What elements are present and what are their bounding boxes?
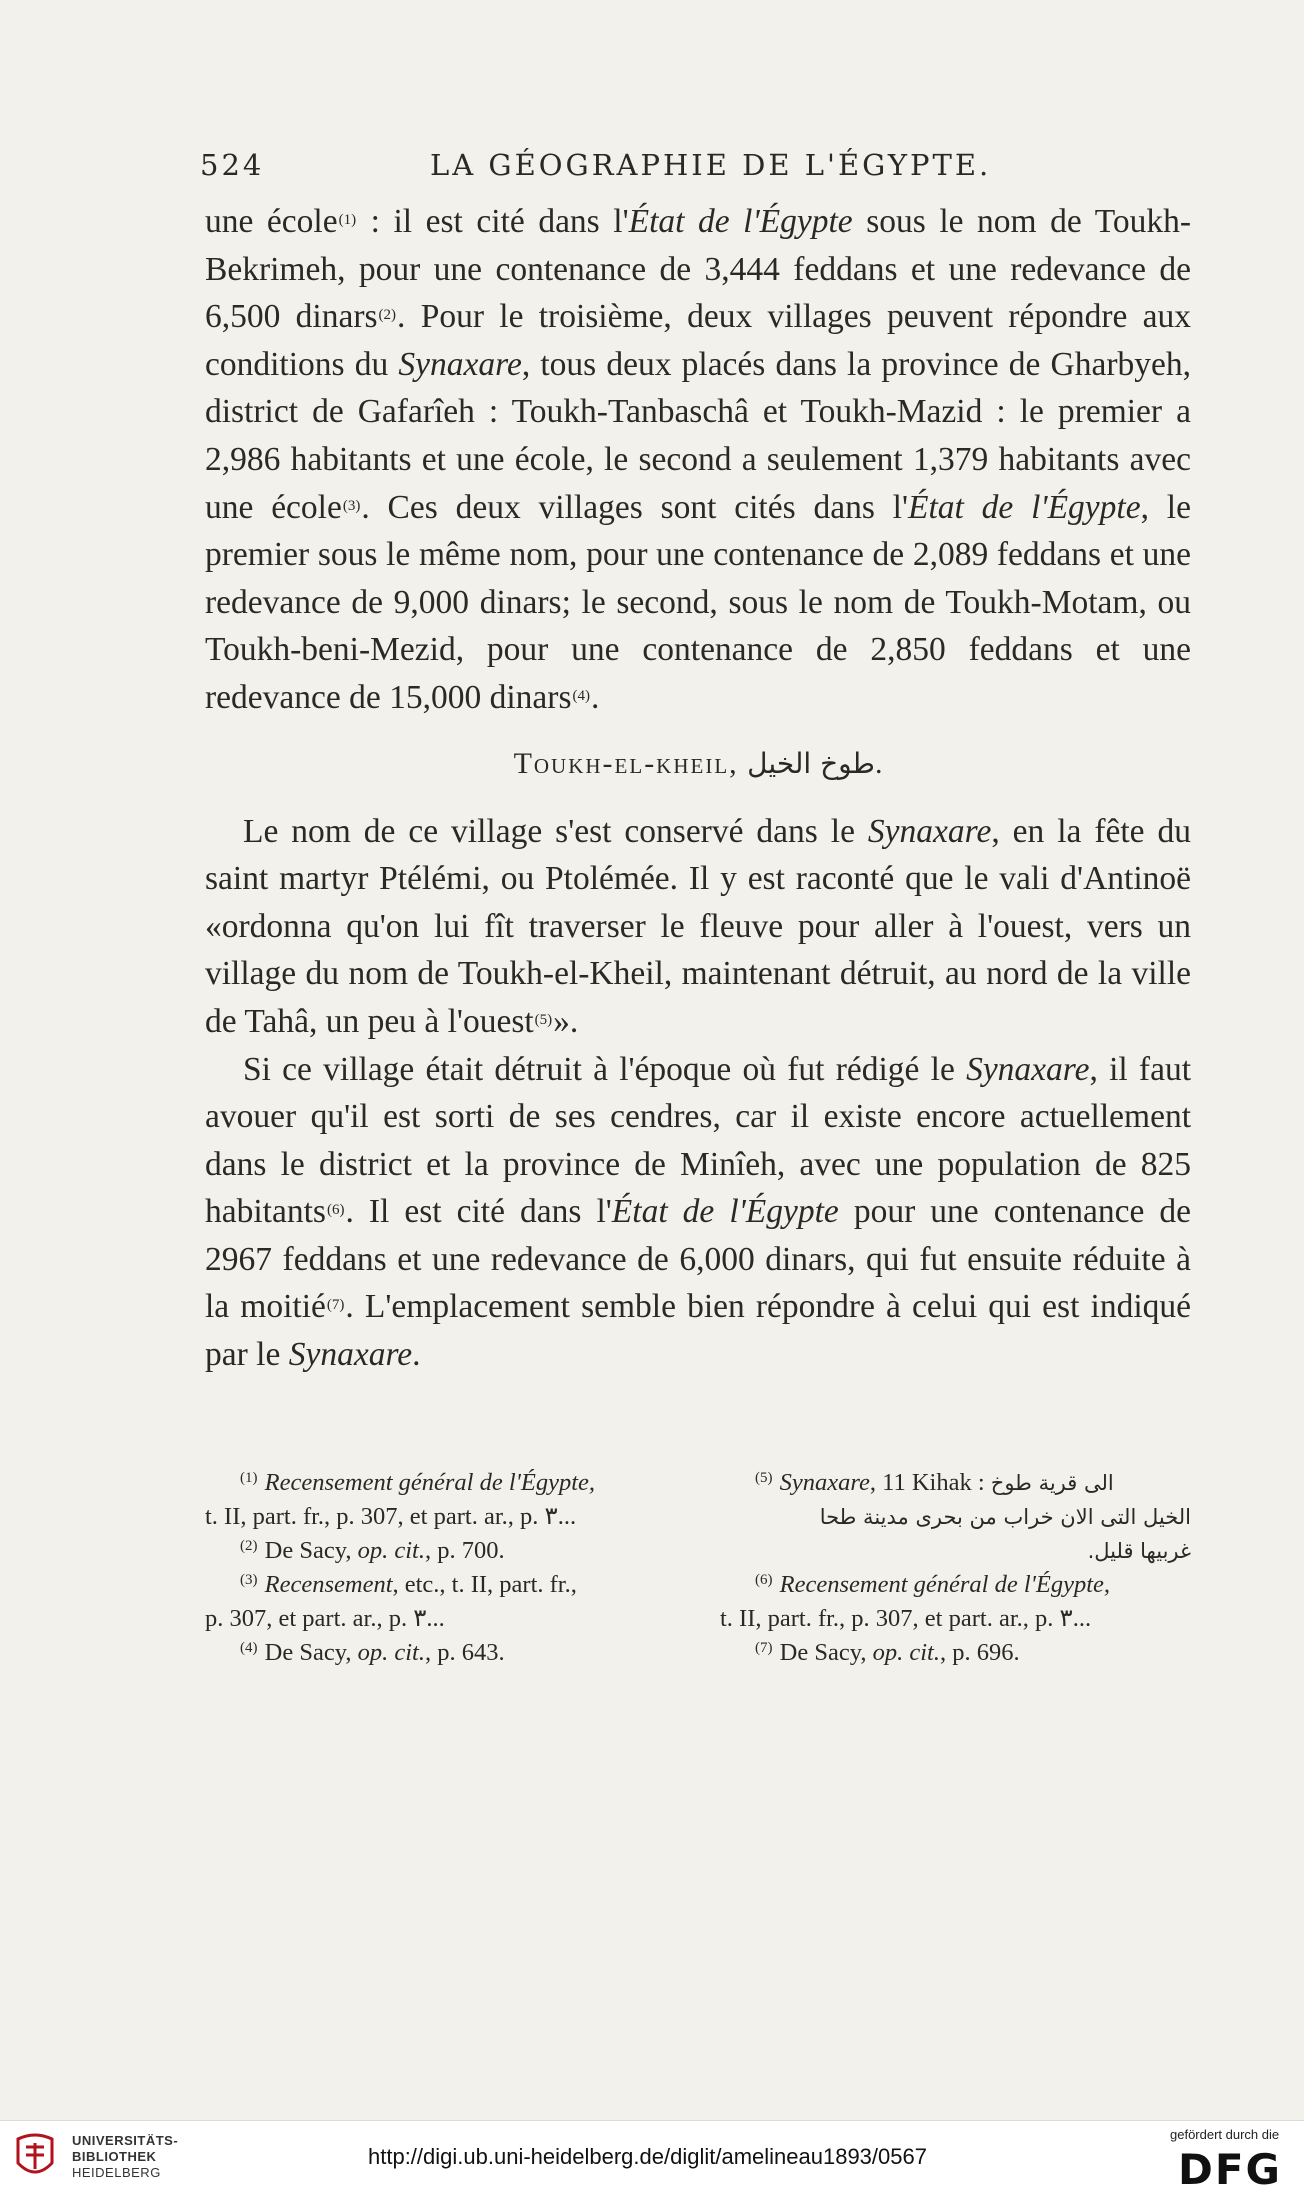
text-run: . bbox=[412, 1336, 421, 1374]
footnotes-left-column bbox=[205, 1466, 680, 1670]
institution-name bbox=[72, 2133, 178, 2181]
main-text bbox=[205, 198, 1191, 1379]
footnote-4 bbox=[205, 1636, 680, 1670]
footnote-3-continued: p. 307, et part. ar., p. ٣... bbox=[205, 1605, 445, 1632]
footnote-2 bbox=[205, 1534, 680, 1568]
text-run: . L'emplacement semble bien répondre à celui qui est indiqué par le bbox=[205, 1288, 1191, 1374]
footnote-1 bbox=[205, 1466, 680, 1500]
page-number: 524 bbox=[200, 148, 265, 182]
footnote-number: (5) bbox=[755, 1470, 773, 1486]
text-run: une école bbox=[205, 203, 338, 240]
italic-title: État de l'Égypte bbox=[628, 203, 853, 240]
institution-line: BIBLIOTHEK bbox=[72, 2149, 157, 2164]
paragraph-1 bbox=[205, 198, 1191, 722]
footnote-ref-6: (6) bbox=[326, 1202, 345, 1219]
text-run: , p. 643. bbox=[424, 1639, 505, 1666]
italic-title: Synaxare bbox=[867, 812, 992, 850]
dfg-logo: DFG bbox=[1178, 2145, 1283, 2194]
footnote-number: (4) bbox=[240, 1640, 258, 1656]
footnote-number: (2) bbox=[240, 1538, 258, 1554]
text-run: . Il est cité dans l' bbox=[345, 1193, 612, 1231]
footnote-5 bbox=[720, 1466, 1191, 1500]
italic-title: Recensement général de l'Égypte, bbox=[264, 1469, 596, 1496]
text-run: , etc., t. II, part. fr., bbox=[392, 1571, 577, 1598]
permalink-url[interactable]: http://digi.ub.uni-heidelberg.de/diglit/amelineau1893/0567 bbox=[368, 2144, 927, 2169]
text-run: De Sacy, bbox=[264, 1639, 358, 1666]
text-run: pour une contenance de 2967 feddans et une redevance de 6,000 dinars, qui fut ensuite réduite à la moitié bbox=[205, 1193, 1192, 1326]
footnote-1-continued: t. II, part. fr., p. 307, et part. ar., p. ٣... bbox=[205, 1503, 577, 1530]
paragraph-3 bbox=[205, 1046, 1191, 1379]
text-run: , en la fête du saint martyr Ptélémi, ou Ptolémée. Il y est raconté que le vali d'Antinoë «ordonna qu'on lui fît traverser le fleuve pour aller à l'ouest, vers un village du nom de Toukh-el-Kheil, maintenant détruit, au nord de la ville de Tahâ, un peu à l'ouest bbox=[205, 812, 1191, 1040]
text-run: ». bbox=[553, 1002, 579, 1040]
italic-title: Synaxare bbox=[966, 1050, 1090, 1088]
arabic-quote-line-3: غربيها قليل. bbox=[1087, 1539, 1191, 1563]
paragraph-2 bbox=[205, 808, 1191, 1046]
italic-title: Synaxare bbox=[398, 345, 522, 383]
institution-line: UNIVERSITÄTS- bbox=[72, 2133, 179, 2148]
running-head bbox=[200, 148, 1200, 188]
arabic-quote: الى قرية طوخ bbox=[990, 1471, 1114, 1495]
text-run: , il faut avouer qu'il est sorti de ses cendres, car il existe encore actuellement dans le district et la province de Minîeh, avec une population de 825 habitants bbox=[205, 1050, 1192, 1231]
footnote-ref-4: (4) bbox=[572, 687, 590, 704]
heading-end: . bbox=[874, 746, 883, 780]
footnote-ref-3: (3) bbox=[342, 497, 361, 514]
text-run: : il est cité dans l' bbox=[357, 203, 629, 240]
footnote-number: (6) bbox=[755, 1572, 773, 1588]
text-run: , tous deux placés dans la province de Gharbyeh, district de Gafarîeh : Toukh-Tanbaschâ et Toukh-Mazid : le premier a 2,986 habitants et une école, le second a seulement 1,379 habitants avec une école bbox=[205, 345, 1192, 526]
footnote-7 bbox=[720, 1636, 1191, 1670]
arabic-quote-line-2: الخيل التى الان خراب من بحرى مدينة طحا bbox=[819, 1505, 1191, 1529]
text-run: , le premier sous le même nom, pour une contenance de 2,089 feddans et une redevance de 9,000 dinars; le second, sous le nom de Toukh-Motam, ou Toukh-beni-Mezid, pour une contenance de 2,850 feddans et une redevance de 15,000 dinars bbox=[205, 488, 1191, 716]
footnote-ref-7: (7) bbox=[326, 1297, 345, 1314]
italic-title: op. cit. bbox=[357, 1537, 425, 1564]
funded-by-label: gefördert durch die bbox=[1170, 2127, 1280, 2142]
footnote-3 bbox=[205, 1568, 680, 1602]
footnote-ref-2: (2) bbox=[378, 307, 397, 324]
footnote-number: (7) bbox=[755, 1640, 773, 1656]
text-run: Le nom de ce village s'est conservé dans le bbox=[243, 812, 868, 850]
italic-title: Recensement bbox=[264, 1571, 393, 1598]
text-run: De Sacy, bbox=[264, 1537, 358, 1564]
footnote-6-continued: t. II, part. fr., p. 307, et part. ar., p. ٣... bbox=[720, 1605, 1092, 1632]
text-run: De Sacy, bbox=[779, 1639, 873, 1666]
text-run: . Pour le troisième, deux villages peuvent répondre aux conditions du bbox=[205, 298, 1192, 383]
italic-title: Synaxare bbox=[779, 1469, 870, 1496]
text-run: . bbox=[591, 678, 600, 716]
footnote-number: (1) bbox=[240, 1470, 258, 1486]
text-run: , p. 700. bbox=[424, 1537, 505, 1564]
text-run: sous le nom de Toukh-Bekrimeh, pour une contenance de 3,444 feddans et une redevance de 6,500 dinars bbox=[205, 203, 1191, 336]
section-heading bbox=[205, 744, 1191, 784]
university-seal-icon bbox=[14, 2133, 56, 2183]
italic-title: État de l'Égypte bbox=[611, 1193, 839, 1231]
footnote-ref-5: (5) bbox=[534, 1011, 553, 1028]
footnotes-right-column bbox=[720, 1466, 1191, 1670]
text-run: Si ce village était détruit à l'époque où fut rédigé le bbox=[243, 1050, 967, 1088]
italic-title: Synaxare bbox=[288, 1336, 413, 1374]
footnote-6 bbox=[720, 1568, 1191, 1602]
italic-title: op. cit. bbox=[872, 1639, 940, 1666]
heading-arabic: طوخ الخيل bbox=[747, 746, 875, 780]
text-run: , p. 696. bbox=[939, 1639, 1020, 1666]
heading-latin: Toukh-el-kheil, bbox=[513, 746, 739, 780]
text-run: , 11 Kihak : bbox=[869, 1469, 991, 1496]
viewer-footer bbox=[0, 2120, 1304, 2194]
italic-title: État de l'Égypte bbox=[908, 488, 1141, 526]
running-title: LA GÉOGRAPHIE DE L'ÉGYPTE. bbox=[430, 148, 992, 182]
footnote-ref-1: (1) bbox=[338, 212, 357, 228]
italic-title: Recensement général de l'Égypte, bbox=[779, 1571, 1111, 1598]
italic-title: op. cit. bbox=[357, 1639, 425, 1666]
institution-line: HEIDELBERG bbox=[72, 2165, 161, 2180]
footnote-number: (3) bbox=[240, 1572, 258, 1588]
text-run: . Ces deux villages sont cités dans l' bbox=[361, 488, 909, 526]
